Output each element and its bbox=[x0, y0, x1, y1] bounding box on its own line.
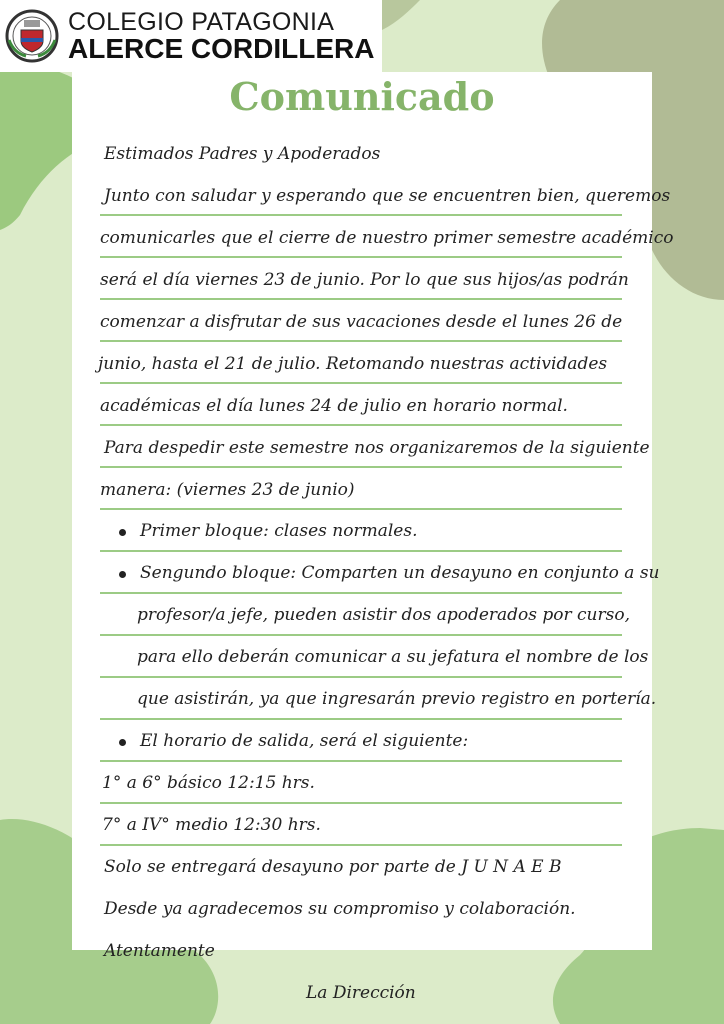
ruled-line bbox=[100, 592, 622, 594]
ruled-line bbox=[100, 214, 622, 216]
ruled-line bbox=[100, 466, 622, 468]
paragraph1-line: comunicarles que el cierre de nuestro primer semestre académico bbox=[100, 228, 674, 248]
ruled-line bbox=[100, 382, 622, 384]
letter-title: Comunicado bbox=[229, 74, 495, 119]
ruled-line bbox=[100, 298, 622, 300]
bullet-dot bbox=[119, 739, 126, 746]
bullet-item-continuation: para ello deberán comunicar a su jefatura el nombre de los bbox=[137, 647, 649, 667]
ruled-line bbox=[100, 802, 622, 804]
ruled-line bbox=[100, 508, 622, 510]
schedule-line: 1° a 6° básico 12:15 hrs. bbox=[102, 773, 315, 793]
bullet-item-continuation: que asistirán, ya que ingresarán previo registro en portería. bbox=[137, 689, 657, 709]
ruled-line bbox=[100, 256, 622, 258]
school-name-line1: COLEGIO PATAGONIA bbox=[68, 8, 335, 36]
ruled-line bbox=[100, 718, 622, 720]
school-crest-icon bbox=[4, 8, 60, 64]
paragraph1-line: académicas el día lunes 24 de julio en horario normal. bbox=[100, 396, 568, 416]
ruled-line bbox=[100, 844, 622, 846]
thanks-line: Desde ya agradecemos su compromiso y colaboración. bbox=[104, 899, 576, 919]
bullet-dot bbox=[119, 571, 126, 578]
bullet-item: Primer bloque: clases normales. bbox=[140, 521, 418, 541]
school-name-line2: ALERCE CORDILLERA bbox=[68, 33, 375, 64]
signature: La Dirección bbox=[306, 983, 416, 1003]
bullet-dot bbox=[119, 529, 126, 536]
bullet-item: Sengundo bloque: Comparten un desayuno en conjunto a su bbox=[140, 563, 660, 583]
paragraph2-line: Para despedir este semestre nos organizaremos de la siguiente bbox=[104, 438, 650, 458]
greeting: Estimados Padres y Apoderados bbox=[104, 144, 381, 164]
ruled-line bbox=[100, 550, 622, 552]
schedule-line: 7° a IV° medio 12:30 hrs. bbox=[102, 815, 321, 835]
ruled-line bbox=[100, 424, 622, 426]
paragraph1-line: Junto con saludar y esperando que se encuentren bien, queremos bbox=[104, 186, 671, 206]
paragraph1-line: será el día viernes 23 de junio. Por lo que sus hijos/as podrán bbox=[100, 270, 629, 290]
ruled-line bbox=[100, 760, 622, 762]
ruled-line bbox=[100, 676, 622, 678]
junaeb-note: Solo se entregará desayuno por parte de J U N A E B bbox=[104, 857, 562, 877]
ruled-line bbox=[100, 340, 622, 342]
ruled-line bbox=[100, 634, 622, 636]
closing: Atentamente bbox=[104, 941, 215, 961]
school-header bbox=[0, 0, 382, 72]
paragraph1-line: comenzar a disfrutar de sus vacaciones desde el lunes 26 de bbox=[100, 312, 623, 332]
paragraph2-line: manera: (viernes 23 de junio) bbox=[100, 480, 355, 500]
bullet-item-continuation: profesor/a jefe, pueden asistir dos apoderados por curso, bbox=[137, 605, 630, 625]
bullet-item: El horario de salida, será el siguiente: bbox=[140, 731, 469, 751]
paragraph1-line: junio, hasta el 21 de julio. Retomando nuestras actividades bbox=[98, 354, 608, 374]
